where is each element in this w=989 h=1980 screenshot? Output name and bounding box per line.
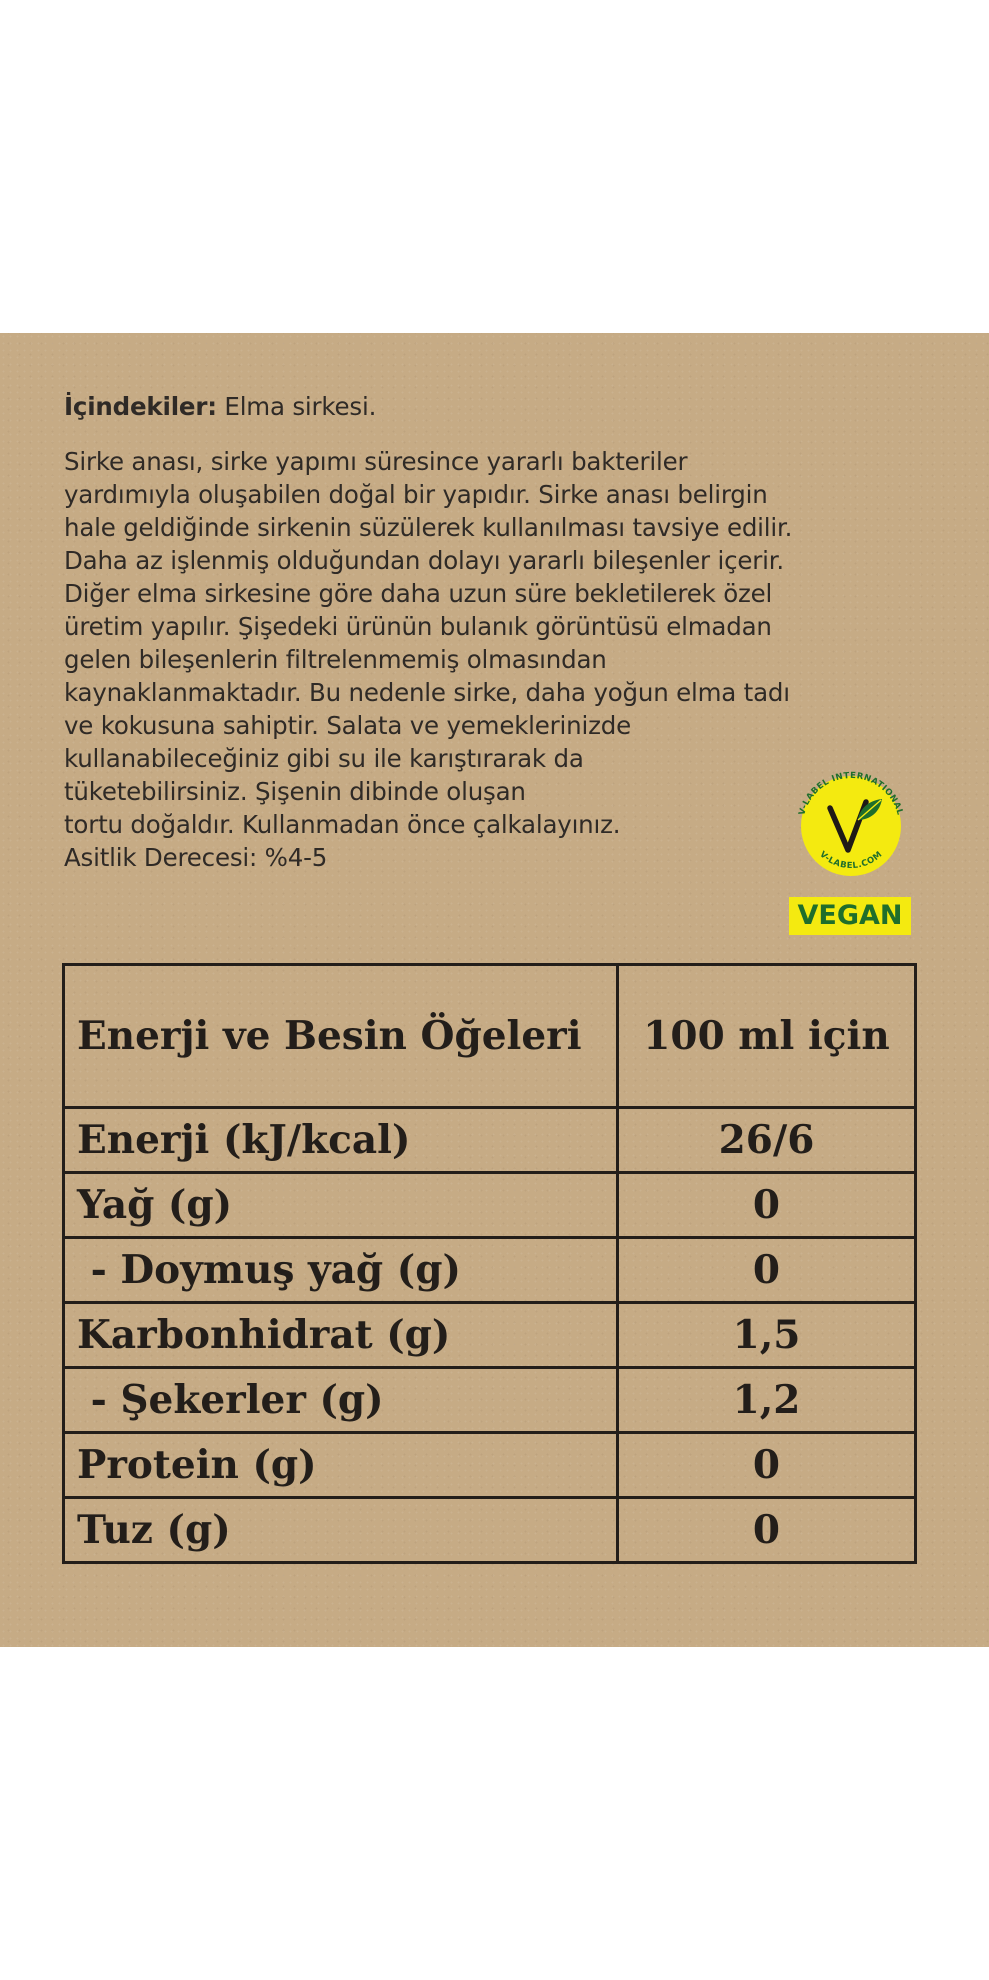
nutrient-value: 1,5 bbox=[618, 1303, 916, 1368]
description-line: yardımıyla oluşabilen doğal bir yapıdır. Sirke anası belirgin bbox=[64, 480, 768, 509]
description-line: Sirke anası, sirke yapımı süresince yararlı bakteriler bbox=[64, 447, 688, 476]
vegan-badge: VEGAN bbox=[789, 897, 911, 935]
nutrient-value: 0 bbox=[618, 1498, 916, 1563]
ring-text-bottom: V-LABEL.COM bbox=[817, 849, 885, 872]
product-label bbox=[0, 333, 989, 1647]
nutrient-name: Yağ (g) bbox=[64, 1173, 618, 1238]
nutrient-name: - Doymuş yağ (g) bbox=[64, 1238, 618, 1303]
description-line: ve kokusuna sahiptir. Salata ve yemeklerinizde bbox=[64, 711, 631, 740]
ingredients-value: Elma sirkesi. bbox=[216, 392, 377, 421]
acidity-text: Asitlik Derecesi: %4-5 bbox=[64, 843, 328, 872]
description-line: kullanabileceğiniz gibi su ile karıştırarak da bbox=[64, 744, 584, 773]
description-line: hale geldiğinde sirkenin süzülerek kullanılması tavsiye edilir. bbox=[64, 513, 793, 542]
v-label-logo-icon bbox=[786, 768, 916, 878]
nutrient-name: Tuz (g) bbox=[64, 1498, 618, 1563]
nutrition-header-name: Enerji ve Besin Öğeleri bbox=[64, 965, 618, 1108]
ingredients-line bbox=[64, 390, 944, 423]
description-line: kaynaklanmaktadır. Bu nedenle sirke, daha yoğun elma tadı bbox=[64, 678, 790, 707]
nutrition-row bbox=[64, 1238, 916, 1303]
description-line: Diğer elma sirkesine göre daha uzun süre bekletilerek özel bbox=[64, 579, 773, 608]
nutrient-name: Protein (g) bbox=[64, 1433, 618, 1498]
nutrition-table bbox=[62, 963, 917, 1564]
nutrient-name: Enerji (kJ/kcal) bbox=[64, 1108, 618, 1173]
nutrition-header-row bbox=[64, 965, 916, 1108]
nutrient-name: - Şekerler (g) bbox=[64, 1368, 618, 1433]
nutrition-row bbox=[64, 1173, 916, 1238]
description-line: üretim yapılır. Şişedeki ürünün bulanık görüntüsü elmadan bbox=[64, 612, 772, 641]
nutrition-row bbox=[64, 1108, 916, 1173]
ring-text-top: V-LABEL INTERNATIONAL bbox=[797, 770, 905, 817]
nutrition-row bbox=[64, 1498, 916, 1563]
nutrient-value: 0 bbox=[618, 1238, 916, 1303]
description-line: tüketebilirsiniz. Şişenin dibinde oluşan bbox=[64, 777, 526, 806]
description-line: gelen bileşenlerin filtrelenmemiş olmasından bbox=[64, 645, 607, 674]
nutrient-value: 0 bbox=[618, 1433, 916, 1498]
nutrient-value: 0 bbox=[618, 1173, 916, 1238]
nutrient-name: Karbonhidrat (g) bbox=[64, 1303, 618, 1368]
nutrient-value: 1,2 bbox=[618, 1368, 916, 1433]
description-line: Daha az işlenmiş olduğundan dolayı yararlı bileşenler içerir. bbox=[64, 546, 784, 575]
nutrition-row bbox=[64, 1433, 916, 1498]
description-line: tortu doğaldır. Kullanmadan önce çalkalayınız. bbox=[64, 810, 621, 839]
nutrition-header-value: 100 ml için bbox=[618, 965, 916, 1108]
ingredients-label: İçindekiler: bbox=[64, 392, 217, 421]
nutrition-row bbox=[64, 1368, 916, 1433]
nutrition-row bbox=[64, 1303, 916, 1368]
nutrient-value: 26/6 bbox=[618, 1108, 916, 1173]
